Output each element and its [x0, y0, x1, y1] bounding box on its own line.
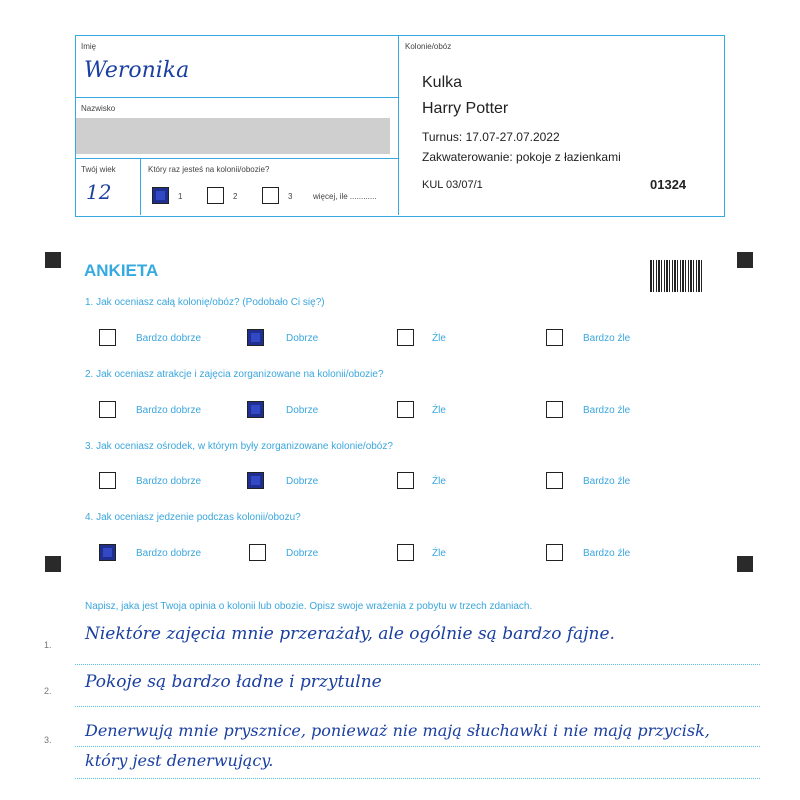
- q4-checkbox-bardzo-zle[interactable]: [546, 544, 563, 561]
- surname-label: Nazwisko: [81, 104, 116, 113]
- question-3: 3. Jak oceniasz ośrodek, w którym były zorganizowane kolonie/obóz?: [85, 441, 393, 452]
- surname-redaction: [76, 118, 390, 154]
- times-checkbox-3[interactable]: [262, 187, 279, 204]
- turnus: Turnus: 17.07-27.07.2022: [422, 130, 560, 144]
- question-1: 1. Jak oceniasz całą kolonię/obóz? (Podobało Ci się?): [85, 297, 325, 308]
- q4-option-bardzo-zle: Bardzo źle: [583, 548, 631, 559]
- line-number-3: 3.: [44, 735, 52, 745]
- question-2: 2. Jak oceniasz atrakcje i zajęcia zorganizowane na kolonii/obozie?: [85, 369, 384, 380]
- registration-marker-top-right: [737, 252, 753, 268]
- header-divider-row2: [75, 158, 398, 159]
- q2-option-bardzo-dobrze: Bardzo dobrze: [136, 405, 202, 416]
- q2-checkbox-bardzo-zle[interactable]: [546, 401, 563, 418]
- q2-checkbox-bardzo-dobrze[interactable]: [99, 401, 116, 418]
- registration-marker-top-left: [45, 252, 61, 268]
- answer-line-1-rule: [75, 664, 760, 665]
- q2-option-dobrze: Dobrze: [286, 405, 319, 416]
- times-option-1: 1: [178, 192, 183, 201]
- camp-theme: Harry Potter: [422, 100, 509, 117]
- name-value: Weronika: [84, 58, 190, 83]
- line-number-1: 1.: [44, 640, 52, 650]
- question-4: 4. Jak oceniasz jedzenie podczas kolonii/obozu?: [85, 512, 301, 523]
- q4-option-bardzo-dobrze: Bardzo dobrze: [136, 548, 202, 559]
- age-value: 12: [86, 180, 112, 204]
- header-divider-age: [140, 158, 141, 215]
- q3-option-zle: Źle: [432, 476, 446, 487]
- header-divider-row1: [75, 97, 398, 98]
- answer-line-3-rule-a: [75, 746, 760, 747]
- q1-option-bardzo-zle: Bardzo źle: [583, 333, 631, 344]
- survey-title: ANKIETA: [84, 261, 159, 280]
- answer-line-3[interactable]: Denerwują mnie prysznice, ponieważ nie mają słuchawki i nie mają przycisk, który jest denerwujący.: [85, 721, 710, 770]
- q1-checkbox-zle[interactable]: [397, 329, 414, 346]
- q2-checkbox-dobrze[interactable]: [247, 401, 264, 418]
- times-checkbox-2[interactable]: [207, 187, 224, 204]
- form-number: 01324: [650, 177, 687, 192]
- header-divider-vertical: [398, 35, 399, 215]
- q3-option-bardzo-dobrze: Bardzo dobrze: [136, 476, 202, 487]
- times-option-2: 2: [233, 192, 238, 201]
- q1-option-dobrze: Dobrze: [286, 333, 319, 344]
- q1-checkbox-dobrze[interactable]: [247, 329, 264, 346]
- q4-checkbox-bardzo-dobrze[interactable]: [99, 544, 116, 561]
- answer-line-2[interactable]: Pokoje są bardzo ładne i przytulne: [85, 672, 382, 692]
- q4-option-zle: Źle: [432, 548, 446, 559]
- times-more: więcej, ile ............: [313, 192, 377, 201]
- camp-label: Kolonie/obóz: [405, 42, 452, 51]
- q2-checkbox-zle[interactable]: [397, 401, 414, 418]
- q2-option-bardzo-zle: Bardzo źle: [583, 405, 631, 416]
- answer-line-1[interactable]: Niektóre zajęcia mnie przerażały, ale ogólnie są bardzo fajne.: [85, 624, 615, 644]
- q3-checkbox-bardzo-zle[interactable]: [546, 472, 563, 489]
- times-checkbox-1[interactable]: [152, 187, 169, 204]
- times-label: Który raz jesteś na kolonii/obozie?: [148, 165, 270, 174]
- q3-option-bardzo-zle: Bardzo źle: [583, 476, 631, 487]
- q4-checkbox-zle[interactable]: [397, 544, 414, 561]
- camp-code: KUL 03/07/1: [422, 179, 483, 191]
- q1-checkbox-bardzo-zle[interactable]: [546, 329, 563, 346]
- q1-checkbox-bardzo-dobrze[interactable]: [99, 329, 116, 346]
- accommodation: Zakwaterowanie: pokoje z łazienkami: [422, 150, 621, 164]
- line-number-2: 2.: [44, 686, 52, 696]
- q3-checkbox-zle[interactable]: [397, 472, 414, 489]
- answer-line-3-rule-b: [75, 778, 760, 779]
- camp-name: Kulka: [422, 74, 463, 91]
- q3-option-dobrze: Dobrze: [286, 476, 319, 487]
- registration-marker-bottom-right: [737, 556, 753, 572]
- q2-option-zle: Źle: [432, 405, 446, 416]
- age-label: Twój wiek: [81, 165, 116, 174]
- answer-line-2-rule: [75, 706, 760, 707]
- registration-marker-bottom-left: [45, 556, 61, 572]
- q3-checkbox-dobrze[interactable]: [247, 472, 264, 489]
- barcode-icon: [650, 260, 702, 292]
- times-option-3: 3: [288, 192, 293, 201]
- q4-checkbox-dobrze[interactable]: [249, 544, 266, 561]
- q1-option-zle: Źle: [432, 333, 446, 344]
- name-label: Imię: [81, 42, 97, 51]
- q4-option-dobrze: Dobrze: [286, 548, 319, 559]
- opinion-prompt: Napisz, jaka jest Twoja opinia o kolonii lub obozie. Opisz swoje wrażenia z pobytu w trzech zdaniach.: [85, 601, 533, 612]
- q3-checkbox-bardzo-dobrze[interactable]: [99, 472, 116, 489]
- q1-option-bardzo-dobrze: Bardzo dobrze: [136, 333, 202, 344]
